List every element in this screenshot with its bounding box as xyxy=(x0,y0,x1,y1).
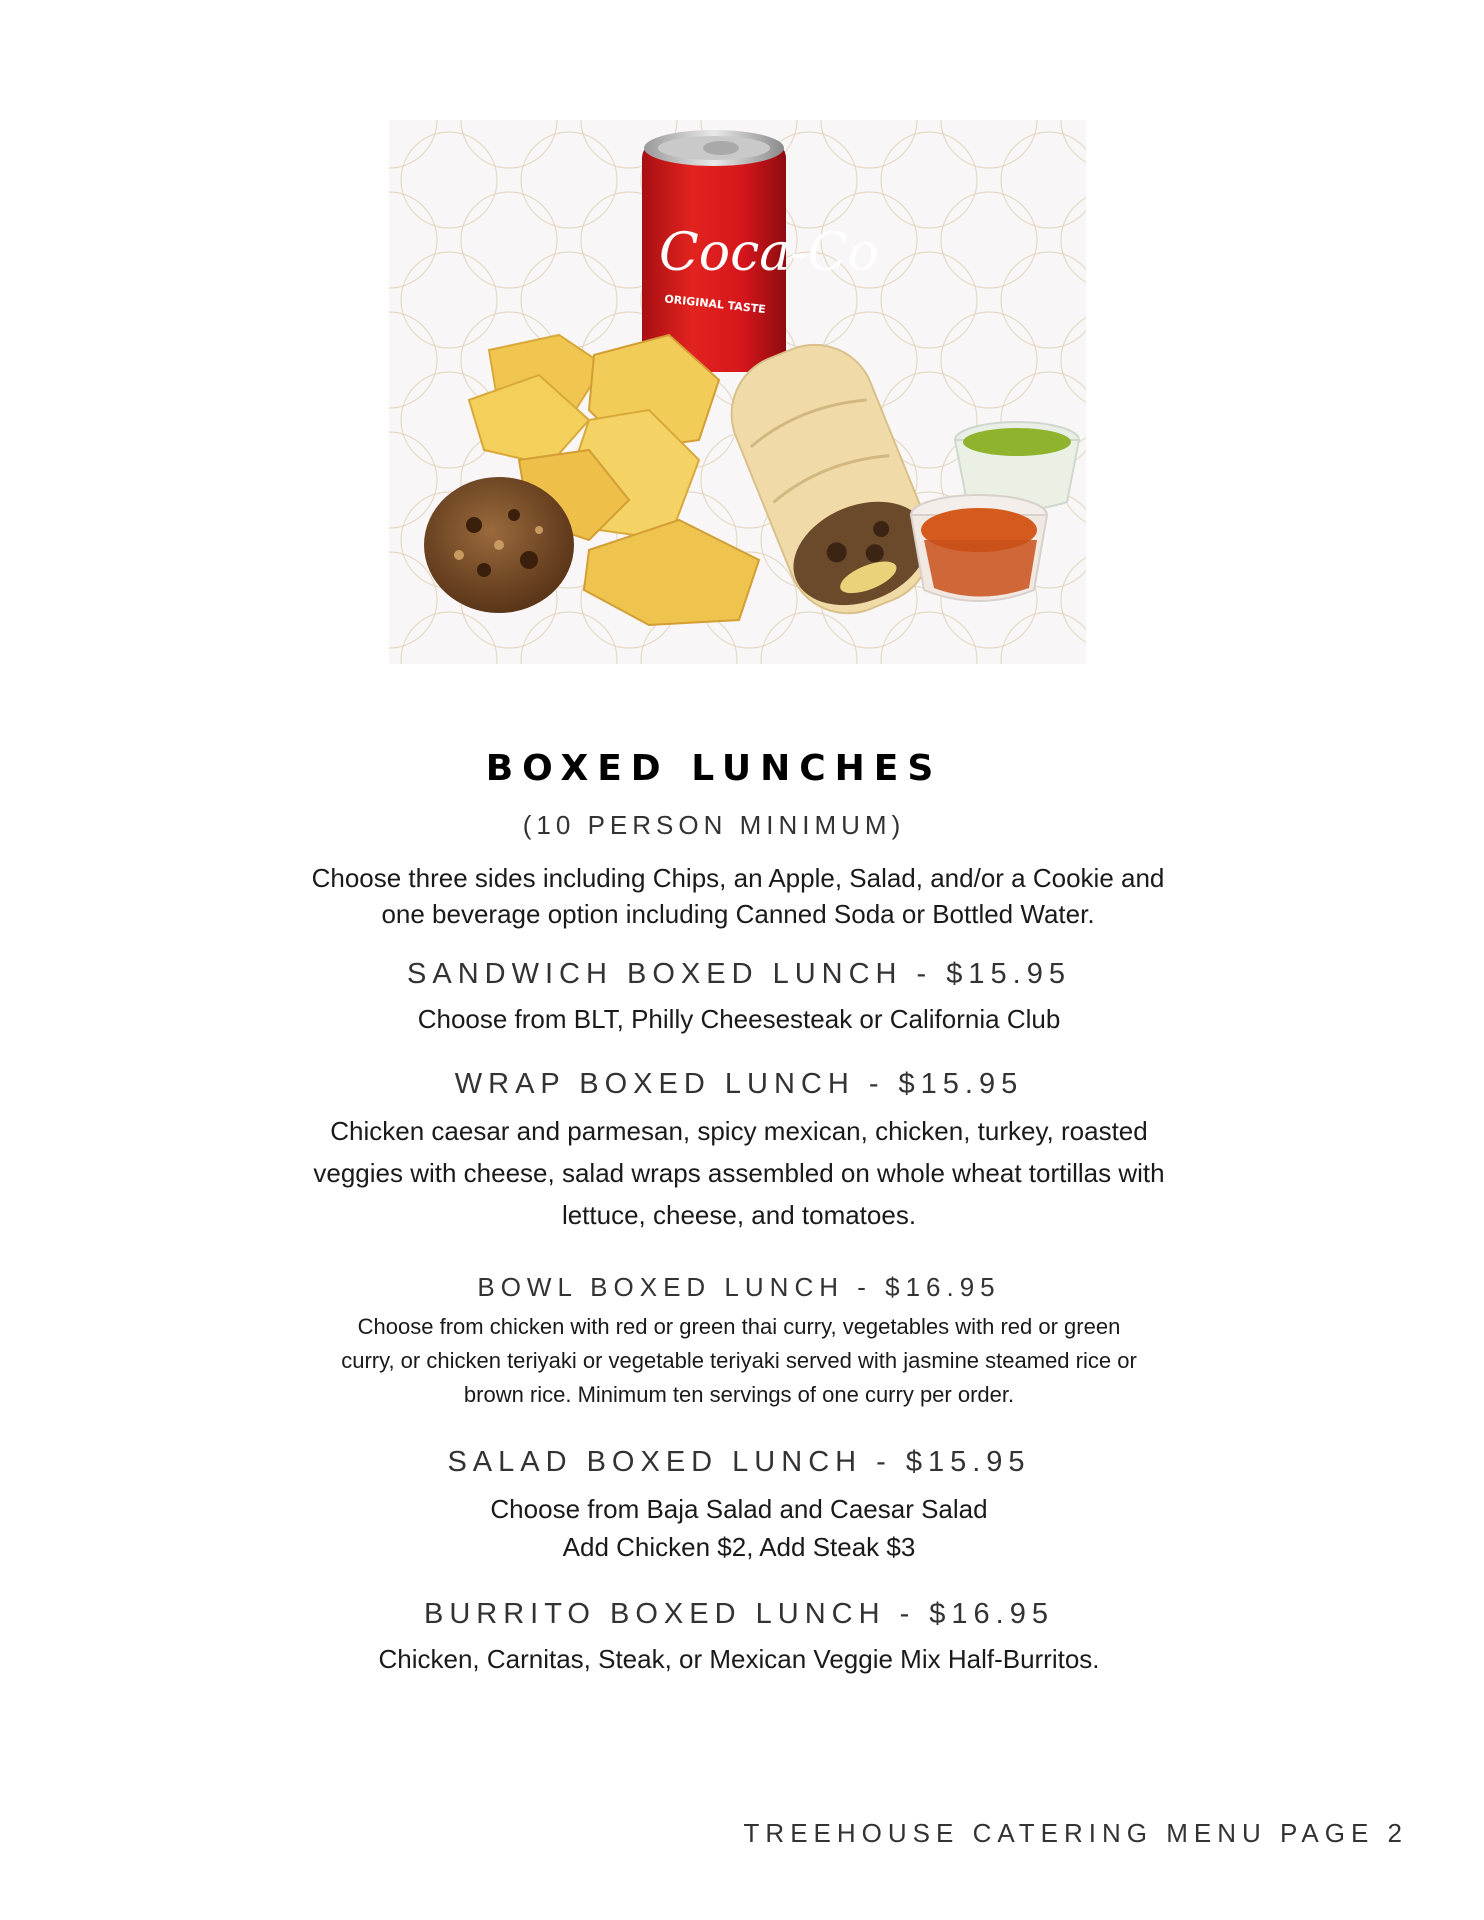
description-line: Chicken caesar and parmesan, spicy mexican, chicken, turkey, roasted xyxy=(330,1116,1148,1146)
page-title: BOXED LUNCHES xyxy=(485,748,943,789)
intro-line: Choose three sides including Chips, an Apple, Salad, and/or a Cookie and xyxy=(311,863,1165,893)
description-line: veggies with cheese, salad wraps assembled on whole wheat tortillas with xyxy=(313,1158,1165,1188)
item-heading-wrap: WRAP BOXED LUNCH - $15.95 xyxy=(454,1068,1024,1100)
description-line: Choose from Baja Salad and Caesar Salad xyxy=(490,1494,988,1524)
item-description-sandwich xyxy=(200,1001,1278,1037)
item-description-wrap xyxy=(200,1110,1278,1236)
intro-text xyxy=(200,860,1276,932)
description-line: Add Chicken $2, Add Steak $3 xyxy=(562,1532,916,1562)
description-line: lettuce, cheese, and tomatoes. xyxy=(561,1200,917,1230)
svg-text:ORIGINAL TASTE: ORIGINAL TASTE xyxy=(663,292,767,317)
description-line: Choose from chicken with red or green thai curry, vegetables with red or green xyxy=(357,1314,1121,1339)
item-description-bowl xyxy=(200,1310,1278,1412)
item-heading-salad: SALAD BOXED LUNCH - $15.95 xyxy=(447,1446,1031,1478)
item-heading-bowl: BOWL BOXED LUNCH - $16.95 xyxy=(477,1272,1001,1302)
item-heading-burrito: BURRITO BOXED LUNCH - $16.95 xyxy=(424,1598,1054,1630)
description-line: brown rice. Minimum ten servings of one curry per order. xyxy=(463,1382,1015,1407)
page-footer: TREEHOUSE CATERING MENU PAGE 2 xyxy=(743,1818,1408,1848)
item-description-burrito xyxy=(200,1641,1278,1677)
description-line: curry, or chicken teriyaki or vegetable teriyaki served with jasmine steamed rice or xyxy=(341,1348,1137,1373)
boxed-lunch-photo xyxy=(389,120,1086,664)
page-subtitle: (10 PERSON MINIMUM) xyxy=(522,810,906,840)
item-heading-sandwich: SANDWICH BOXED LUNCH - $15.95 xyxy=(407,958,1071,990)
description-line: Choose from BLT, Philly Cheesesteak or California Club xyxy=(417,1004,1061,1034)
intro-line: one beverage option including Canned Soda or Bottled Water. xyxy=(381,899,1095,929)
can-logo-text: Coca-Co xyxy=(659,223,879,283)
item-description-salad xyxy=(200,1490,1278,1566)
description-line: Chicken, Carnitas, Steak, or Mexican Veggie Mix Half-Burritos. xyxy=(378,1644,1100,1674)
